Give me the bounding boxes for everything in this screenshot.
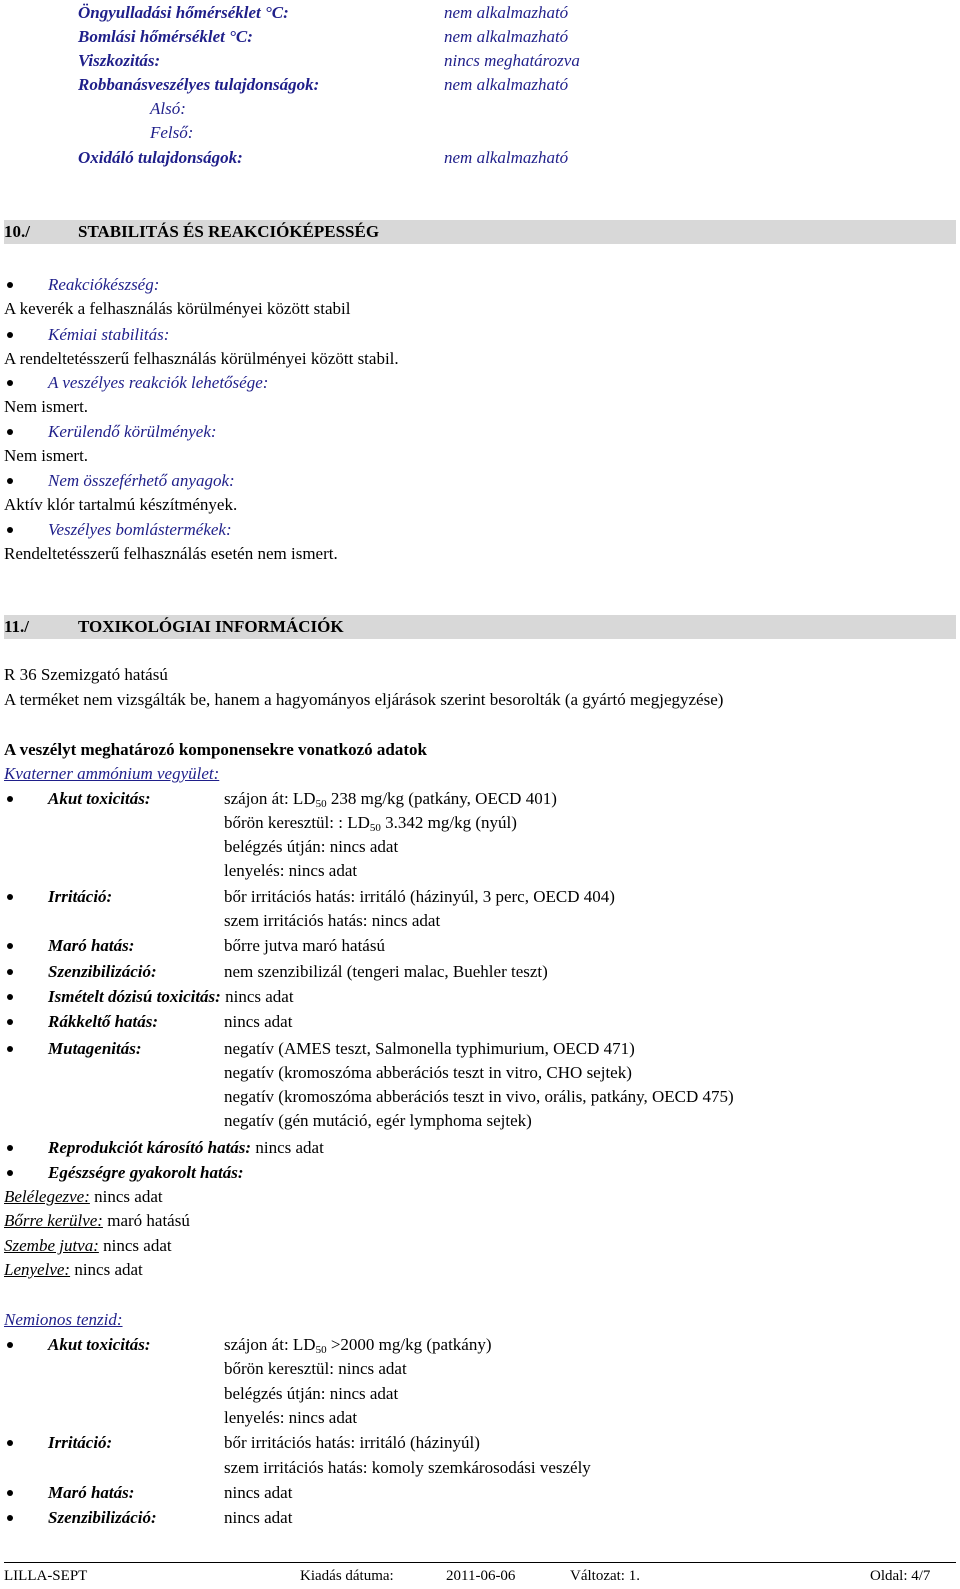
footer-page-number: Oldal: 4/7 (870, 1568, 931, 1584)
nonionic-sensitization-label: Szenzibilizáció: (48, 1508, 157, 1527)
quat-health-effects-label: Egészségre gyakorolt hatás: (48, 1163, 244, 1182)
quat-irritation-eye: szem irritációs hatás: nincs adat (224, 911, 441, 930)
bullet (7, 478, 13, 484)
quat-mutagenicity-3: negatív (kromoszóma abberációs teszt in vivo, orális, patkány, OECD 475) (224, 1087, 734, 1106)
section-11-number: 11./ (4, 617, 30, 636)
conditions-avoid-heading: Kerülendő körülmények: (48, 422, 217, 441)
prop-label-upper: Felső: (150, 123, 194, 142)
quat-corrosion-label: Maró hatás: (48, 936, 135, 955)
bullet (7, 1490, 13, 1496)
bullet (7, 282, 13, 288)
quat-irritation-skin: bőr irritációs hatás: irritáló (házinyúl, 3 perc, OECD 404) (224, 887, 615, 906)
footer-date-label: Kiadás dátuma: (300, 1568, 394, 1584)
chemical-stability-text: A rendeltetésszerű felhasználás körülményei között stabil. (4, 349, 399, 368)
section-11-title: TOXIKOLÓGIAI INFORMÁCIÓK (78, 617, 344, 636)
prop-value-oxidizing: nem alkalmazható (444, 148, 569, 167)
prop-label-lower: Alsó: (150, 99, 186, 118)
decomposition-products-heading: Veszélyes bomlástermékek: (48, 520, 232, 539)
hazardous-reactions-heading: A veszélyes reakciók lehetősége: (48, 373, 269, 392)
bullet (7, 1170, 13, 1176)
quat-skin-contact: Bőrre kerülve: maró hatású (4, 1211, 190, 1230)
decomposition-products-text: Rendeltetésszerű felhasználás esetén nem ismert. (4, 544, 338, 563)
footer-version: Változat: 1. (570, 1568, 640, 1584)
quat-eye-contact: Szembe jutva: nincs adat (4, 1236, 172, 1255)
prop-label-decomposition: Bomlási hőmérséklet °C: (78, 27, 253, 46)
bullet (7, 332, 13, 338)
r36-phrase: R 36 Szemizgató hatású (4, 665, 168, 684)
prop-value-autoignition: nem alkalmazható (444, 3, 569, 22)
bullet (7, 1019, 13, 1025)
nonionic-irritation-eye: szem irritációs hatás: komoly szemkárosodási veszély (224, 1458, 591, 1477)
chemical-stability-heading: Kémiai stabilitás: (48, 325, 170, 344)
quat-mutagenicity-4: negatív (gén mutáció, egér lymphoma sejtek) (224, 1111, 532, 1130)
quat-inhalation: Belélegezve: nincs adat (4, 1187, 163, 1206)
quat-carcinogenicity-label: Rákkeltő hatás: (48, 1012, 159, 1031)
nonionic-acute-oral: szájon át: $LD_{50} >2000$ mg/kg (patkány) (224, 1335, 492, 1356)
bullet (7, 1342, 13, 1348)
hazardous-reactions-text: Nem ismert. (4, 397, 89, 416)
prop-label-oxidizing: Oxidáló tulajdonságok: (78, 148, 243, 167)
footer-date: 2011-06-06 (446, 1568, 516, 1584)
reactivity-text: A keverék a felhasználás körülményei között stabil (4, 299, 351, 318)
bullet (7, 380, 13, 386)
quat-acute-label: Akut toxicitás: (48, 789, 151, 808)
nonionic-acute-ingestion: lenyelés: nincs adat (224, 1408, 358, 1427)
quat-mutagenicity-1: negatív (AMES teszt, Salmonella typhimurium, OECD 471) (224, 1039, 635, 1058)
conditions-avoid-text: Nem ismert. (4, 446, 89, 465)
quat-mutagenicity-2: negatív (kromoszóma abberációs teszt in vitro, CHO sejtek) (224, 1063, 632, 1082)
bullet (7, 1046, 13, 1052)
section-10-title: STABILITÁS ÉS REAKCIÓKÉPESSÉG (78, 222, 380, 241)
nonionic-corrosion-value: nincs adat (224, 1483, 293, 1502)
bullet (7, 429, 13, 435)
nonionic-acute-inhalation: belégzés útján: nincs adat (224, 1384, 399, 1403)
prop-value-explosive: nem alkalmazható (444, 75, 569, 94)
nonionic-acute-label: Akut toxicitás: (48, 1335, 151, 1354)
prop-value-viscosity: nincs meghatározva (444, 51, 580, 70)
components-heading: A veszélyt meghatározó komponensekre vonatkozó adatok (4, 740, 427, 759)
quat-acute-inhalation: belégzés útján: nincs adat (224, 837, 399, 856)
quat-acute-oral: szájon át: $LD_{50}$ 238 mg/kg (patkány, OECD 401) (224, 789, 557, 810)
quat-carcinogenicity-value: nincs adat (224, 1012, 293, 1031)
bullet (7, 969, 13, 975)
nonionic-sensitization-value: nincs adat (224, 1508, 293, 1527)
bullet (7, 1145, 13, 1151)
quat-sensitization-label: Szenzibilizáció: (48, 962, 157, 981)
prop-label-viscosity: Viszkozitás: (78, 51, 161, 70)
nonionic-acute-dermal: bőrön keresztül: nincs adat (224, 1359, 407, 1378)
bullet (7, 894, 13, 900)
bullet (7, 527, 13, 533)
footer-rule (4, 1562, 956, 1563)
bullet (7, 796, 13, 802)
prop-label-autoignition: Öngyulladási hőmérséklet °C: (78, 3, 289, 22)
quat-irritation-label: Irritáció: (48, 887, 113, 906)
section-10-number: 10./ (4, 222, 30, 241)
section-11-header (4, 615, 956, 639)
bullet (7, 943, 13, 949)
incompatible-materials-heading: Nem összeférhető anyagok: (48, 471, 235, 490)
quat-mutagenicity-label: Mutagenitás: (48, 1039, 142, 1058)
nonionic-irritation-skin: bőr irritációs hatás: irritáló (házinyúl) (224, 1433, 480, 1452)
footer-company: LILLA-SEPT (4, 1568, 88, 1584)
bullet (7, 1440, 13, 1446)
bullet (7, 1515, 13, 1521)
classification-note: A terméket nem vizsgálták be, hanem a hagyományos eljárások szerint besorolták (a gyártó megjegyzése) (4, 690, 724, 709)
nonionic-title: Nemionos tenzid: (4, 1310, 123, 1329)
quat-sensitization-value: nem szenzibilizál (tengeri malac, Buehler teszt) (224, 962, 548, 981)
quat-ammonium-title: Kvaterner ammónium vegyület: (4, 764, 220, 783)
prop-value-decomposition: nem alkalmazható (444, 27, 569, 46)
nonionic-corrosion-label: Maró hatás: (48, 1483, 135, 1502)
prop-label-explosive: Robbanásveszélyes tulajdonságok: (78, 75, 320, 94)
quat-ingestion: Lenyelve: nincs adat (4, 1260, 143, 1279)
quat-repeated-dose: Ismételt dózisú toxicitás: nincs adat (48, 987, 294, 1006)
bullet (7, 994, 13, 1000)
nonionic-irritation-label: Irritáció: (48, 1433, 113, 1452)
quat-reproductive: Reprodukciót károsító hatás: nincs adat (48, 1138, 324, 1157)
incompatible-materials-text: Aktív klór tartalmú készítmények. (4, 495, 238, 514)
quat-acute-ingestion: lenyelés: nincs adat (224, 861, 358, 880)
quat-acute-dermal: bőrön keresztül: : $LD_{50}$ 3.342 mg/kg (nyúl) (224, 813, 517, 834)
quat-corrosion-value: bőrre jutva maró hatású (224, 936, 385, 955)
section-10-header (4, 220, 956, 244)
reactivity-heading: Reakciókészség: (48, 275, 160, 294)
